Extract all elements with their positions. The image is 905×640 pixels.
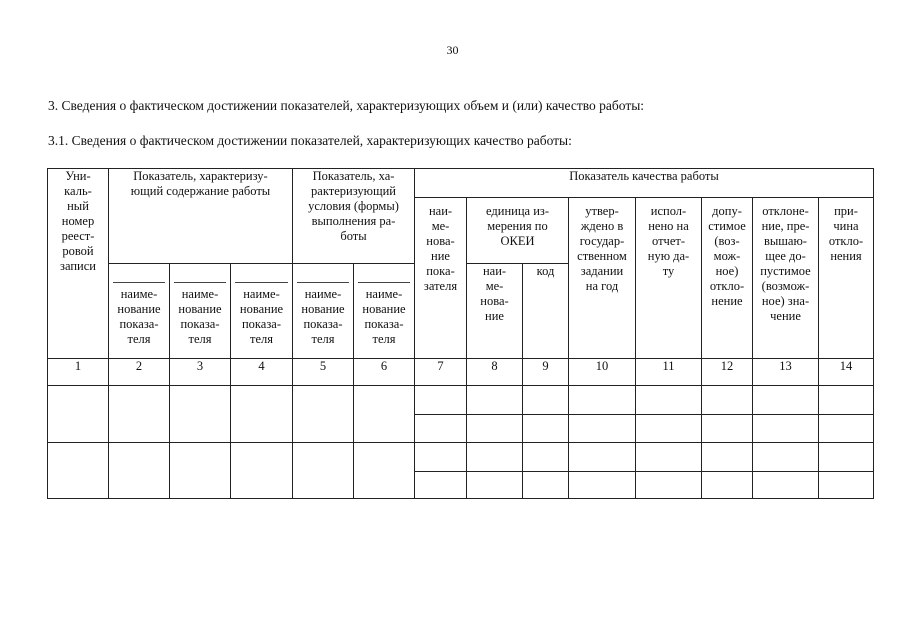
table-cell[interactable] bbox=[569, 386, 636, 415]
table-cell[interactable] bbox=[231, 386, 293, 443]
table-cell[interactable] bbox=[523, 443, 569, 472]
table-row bbox=[48, 386, 874, 415]
section-heading: 3. Сведения о фактическом достижении показателей, характеризующих объем и (или) качество работы: bbox=[48, 98, 645, 113]
header-indicator-name: наи- ме- нова- ние пока- зателя bbox=[415, 198, 467, 359]
subsection-heading: 3.1. Сведения о фактическом достижении показателей, характеризующих качество работы: bbox=[48, 133, 572, 148]
column-number: 6 bbox=[354, 359, 415, 386]
header-content-name-2: наиме- нование показа- теля bbox=[170, 264, 231, 359]
table-cell[interactable] bbox=[48, 386, 109, 443]
table-cell[interactable] bbox=[702, 472, 753, 499]
column-number: 5 bbox=[293, 359, 354, 386]
table-cell[interactable] bbox=[636, 443, 702, 472]
header-allowed-deviation: допу- стимое (воз- мож- ное) откло- нение bbox=[702, 198, 753, 359]
table-cell[interactable] bbox=[415, 386, 467, 415]
table-cell[interactable] bbox=[293, 386, 354, 443]
table-cell[interactable] bbox=[415, 415, 467, 443]
table-cell[interactable] bbox=[753, 386, 819, 415]
table-cell[interactable] bbox=[753, 472, 819, 499]
table-cell[interactable] bbox=[293, 443, 354, 499]
table-cell[interactable] bbox=[109, 443, 170, 499]
table-cell[interactable] bbox=[467, 472, 523, 499]
table-cell[interactable] bbox=[819, 386, 874, 415]
column-number: 13 bbox=[753, 359, 819, 386]
table-row bbox=[48, 443, 874, 472]
table-cell[interactable] bbox=[467, 415, 523, 443]
table-cell[interactable] bbox=[109, 386, 170, 443]
column-number: 7 bbox=[415, 359, 467, 386]
header-conditions-name-2: наиме- нование показа- теля bbox=[354, 264, 415, 359]
table-cell[interactable] bbox=[636, 415, 702, 443]
table-cell[interactable] bbox=[467, 386, 523, 415]
header-exceeding-deviation: отклоне- ние, пре- вышаю- щее до- пустимое (возмож- ное) зна- чение bbox=[753, 198, 819, 359]
table-cell[interactable] bbox=[702, 386, 753, 415]
column-number: 8 bbox=[467, 359, 523, 386]
header-unit-name: наи- ме- нова- ние bbox=[467, 264, 523, 359]
header-content-indicator: Показатель, характеризу- ющий содержание работы bbox=[109, 169, 293, 264]
table-cell[interactable] bbox=[354, 386, 415, 443]
table-cell[interactable] bbox=[636, 386, 702, 415]
column-number: 11 bbox=[636, 359, 702, 386]
header-unit-code: код bbox=[523, 264, 569, 359]
table-cell[interactable] bbox=[170, 443, 231, 499]
column-number: 1 bbox=[48, 359, 109, 386]
table-cell[interactable] bbox=[569, 443, 636, 472]
header-deviation-reason: при- чина откло- нения bbox=[819, 198, 874, 359]
column-number: 4 bbox=[231, 359, 293, 386]
table-cell[interactable] bbox=[523, 472, 569, 499]
quality-indicators-table bbox=[47, 168, 874, 499]
table-cell[interactable] bbox=[702, 443, 753, 472]
table-cell[interactable] bbox=[569, 415, 636, 443]
table-cell[interactable] bbox=[231, 443, 293, 499]
header-executed-value: испол- нено на отчет- ную да- ту bbox=[636, 198, 702, 359]
table-cell[interactable] bbox=[702, 415, 753, 443]
header-quality-indicator: Показатель качества работы bbox=[415, 169, 874, 198]
column-number: 9 bbox=[523, 359, 569, 386]
column-number: 12 bbox=[702, 359, 753, 386]
column-number: 10 bbox=[569, 359, 636, 386]
header-approved-value: утвер- ждено в государ- ственном задании на год bbox=[569, 198, 636, 359]
page-number: 30 bbox=[446, 43, 459, 57]
column-number: 2 bbox=[109, 359, 170, 386]
column-numbers-row bbox=[48, 359, 874, 386]
header-record-number: Уни- каль- ный номер реест- ровой записи bbox=[48, 169, 109, 359]
table-cell[interactable] bbox=[354, 443, 415, 499]
table-cell[interactable] bbox=[170, 386, 231, 443]
table-cell[interactable] bbox=[819, 415, 874, 443]
header-conditions-name-1: наиме- нование показа- теля bbox=[293, 264, 354, 359]
table-cell[interactable] bbox=[753, 415, 819, 443]
table-cell[interactable] bbox=[523, 386, 569, 415]
table-cell[interactable] bbox=[569, 472, 636, 499]
table-cell[interactable] bbox=[48, 443, 109, 499]
header-content-name-1: наиме- нование показа- теля bbox=[109, 264, 170, 359]
table-cell[interactable] bbox=[523, 415, 569, 443]
header-conditions-indicator: Показатель, ха- рактеризующий условия (формы) выполнения ра- боты bbox=[293, 169, 415, 264]
table-cell[interactable] bbox=[753, 443, 819, 472]
table-cell[interactable] bbox=[415, 472, 467, 499]
table-cell[interactable] bbox=[636, 472, 702, 499]
table-cell[interactable] bbox=[467, 443, 523, 472]
header-unit-okei: единица из- мерения по ОКЕИ bbox=[467, 198, 569, 264]
table-cell[interactable] bbox=[819, 472, 874, 499]
column-number: 14 bbox=[819, 359, 874, 386]
column-number: 3 bbox=[170, 359, 231, 386]
table-cell[interactable] bbox=[415, 443, 467, 472]
table-cell[interactable] bbox=[819, 443, 874, 472]
header-content-name-3: наиме- нование показа- теля bbox=[231, 264, 293, 359]
